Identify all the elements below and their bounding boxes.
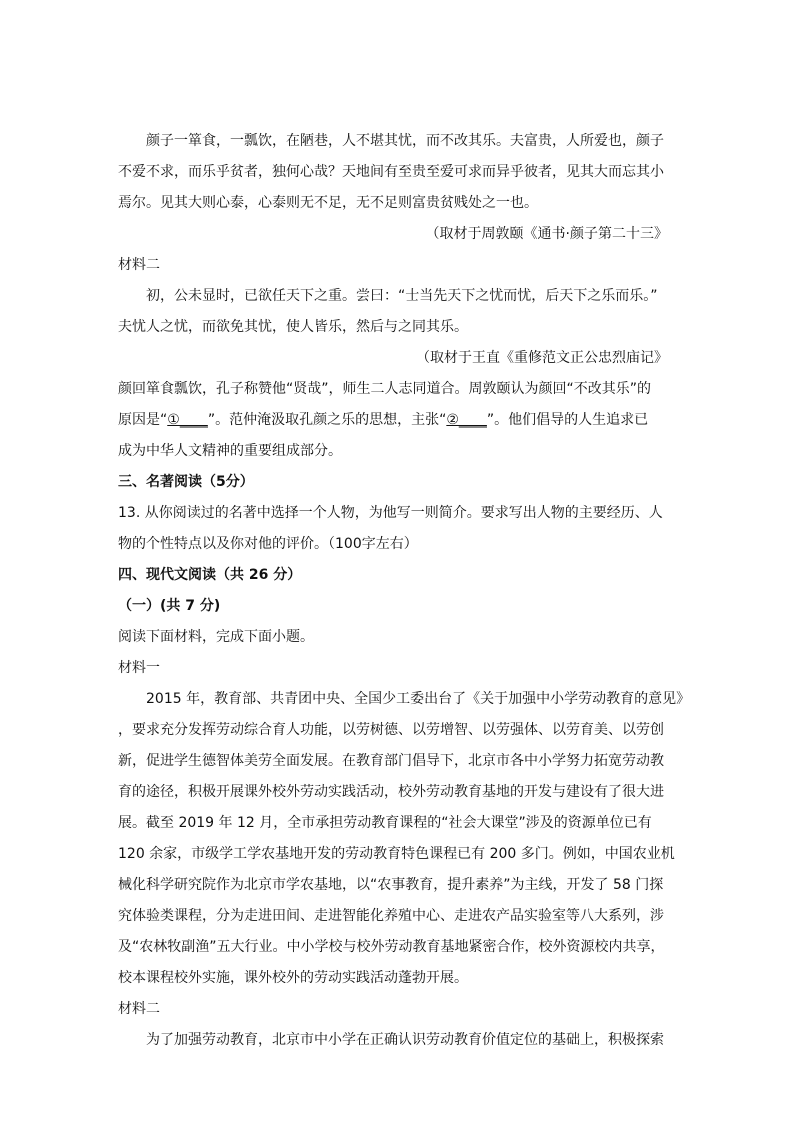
text-line: 育的途径，积极开展课外校外劳动实践活动，校外劳动教育基地的开发与建设有了很大进 xyxy=(118,784,664,800)
text-line: 展。截至 2019 年 12 月，全市承担劳动教育课程的“社会大课堂”涉及的资源单位已有 xyxy=(118,815,652,831)
question-line: 物的个性特点以及你对他的评价。（100字左右） xyxy=(118,536,418,552)
answer-blank: ②____ xyxy=(446,412,487,428)
text-line: 颜回箪食瓢饮，孔子称赞他“贤哉”，师生二人志同道合。周敦颐认为颜回“不改其乐”的 xyxy=(118,381,652,397)
text-segment: 原因是“ xyxy=(118,412,168,428)
material-title: 材料二 xyxy=(118,1001,160,1017)
source-citation: （取材于王直《重修范文正公忠烈庙记》 xyxy=(416,350,668,366)
instruction: 阅读下面材料，完成下面小题。 xyxy=(118,629,314,645)
text-line: 不爱不求，而乐乎贫者，独何心哉？天地间有至贵至爱可求而异乎彼者，见其大而忘其小 xyxy=(118,164,664,180)
answer-blank: ①____ xyxy=(167,412,208,428)
text-line: 2015 年，教育部、共青团中央、全国少工委出台了《关于加强中小学劳动教育的意见》 xyxy=(146,691,691,707)
text-line: ，要求充分发挥劳动综合育人功能，以劳树德、以劳增智、以劳强体、以劳育美、以劳创 xyxy=(118,722,664,738)
text-line: 校本课程校外实施，课外校外的劳动实践活动蓬勃开展。 xyxy=(118,970,468,986)
source-citation: （取材于周敦颐《通书·颜子第二十三》 xyxy=(425,226,668,242)
text-line: 新，促进学生德智体美劳全面发展。在教育部门倡导下，北京市各中小学努力拓宽劳动教 xyxy=(118,753,664,769)
subsection-heading: （一）(共 7 分) xyxy=(118,598,221,614)
text-segment: ”。范仲淹汲取孔颜之乐的思想，主张“ xyxy=(207,412,447,428)
text-line: 初，公未显时，已欲任天下之重。尝曰：“士当先天下之忧而忧，后天下之乐而乐。” xyxy=(146,288,658,304)
text-line: 夫忧人之忧，而欲免其忧，使人皆乐，然后与之同其乐。 xyxy=(118,319,468,335)
text-line: 成为中华人文精神的重要组成部分。 xyxy=(118,443,342,459)
question-line xyxy=(118,410,678,430)
text-line: 究体验类课程，分为走进田间、走进智能化养殖中心、走进农产品实验室等八大系列，涉 xyxy=(118,908,664,924)
text-line: 颜子一箪食，一瓢饮，在陋巷，人不堪其忧，而不改其乐。夫富贵，人所爱也，颜子 xyxy=(146,133,664,149)
text-line: 械化科学研究院作为北京市学农基地，以“农事教育，提升素养”为主线，开发了 58 门探 xyxy=(118,877,664,893)
text-line: 120 余家，市级学工学农基地开发的劳动教育特色课程已有 200 多门。例如，中国农业机 xyxy=(118,846,675,862)
text-line: 为了加强劳动教育，北京市中小学在正确认识劳动教育价值定位的基础上，积极探索 xyxy=(146,1032,664,1048)
material-title: 材料二 xyxy=(118,257,160,273)
question-line: 13. 从你阅读过的名著中选择一个人物，为他写一则简介。要求写出人物的主要经历、人 xyxy=(118,505,663,521)
text-line: 焉尔。见其大则心泰，心泰则无不足，无不足则富贵贫贱处之一也。 xyxy=(118,195,538,211)
section-heading: 四、现代文阅读（共 26 分） xyxy=(118,567,302,583)
section-heading: 三、名著阅读（5分） xyxy=(118,474,254,490)
text-line: 及“农林牧副渔”五大行业。中小学校与校外劳动教育基地紧密合作，校外资源校内共享， xyxy=(118,939,665,955)
material-title: 材料一 xyxy=(118,660,160,676)
text-segment: ”。他们倡导的人生追求已 xyxy=(486,412,649,428)
